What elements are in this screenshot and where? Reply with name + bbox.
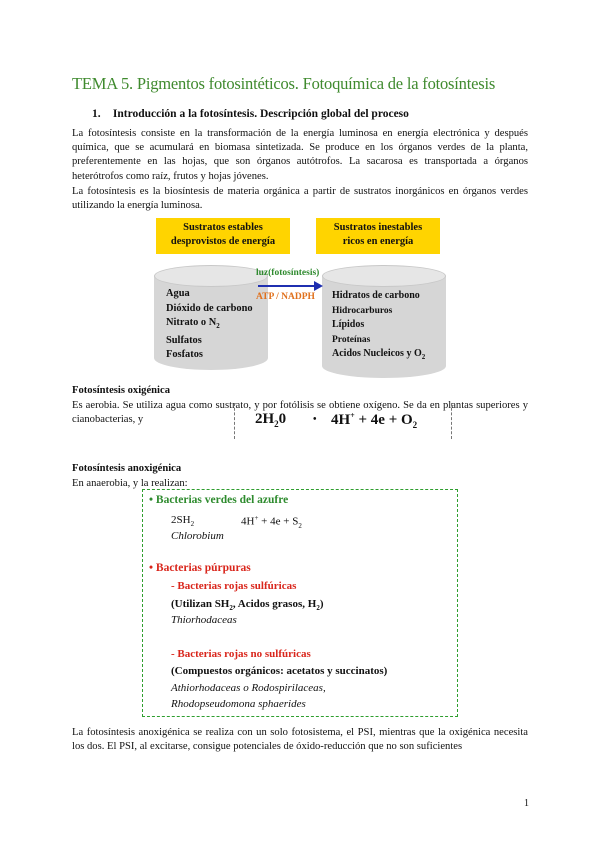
anoxygenic-bacteria-box — [142, 489, 458, 717]
stable-substrates-line2: desprovistos de energía — [170, 236, 276, 247]
document-title: TEMA 5. Pigmentos fotosintéticos. Fotoquímica de la fotosíntesis — [72, 74, 496, 93]
right-item: Hidratos de carbono — [332, 290, 420, 301]
anoxygenic-heading: Fotosíntesis anoxigénica — [72, 463, 182, 474]
green-sulfur-genus: Chlorobium — [171, 530, 224, 542]
left-item: Nitrato o $N_2$ — [166, 317, 220, 331]
stable-substrates-line1: Sustratos estables — [183, 222, 263, 233]
section-title: Introducción a la fotosíntesis. Descripción global del proceso — [112, 108, 409, 120]
light-label: luz(fotosíntesis) — [256, 268, 320, 278]
green-sulfur-bullet: • Bacterias verdes del azufre — [149, 494, 289, 506]
red-nonsulfur-family: Athiorhodaceas o Rodospirilaceas, — [171, 682, 326, 694]
right-item: Acidos Nucleicos y $O_2$ — [332, 348, 426, 361]
unstable-substrates-box — [316, 218, 440, 254]
oxygenic-eq-right: $4H^+ + 4e + O_2$ — [331, 411, 418, 430]
green-sulfur-eq-right: $4H^+ + 4e + S_2$ — [241, 514, 302, 530]
right-cylinder-top — [322, 265, 446, 287]
definition-paragraph: La fotosíntesis es la biosíntesis de materia orgánica a partir de sustratos inorgánicos en órganos verdes utilizando la energía luminosa. — [72, 186, 528, 212]
red-nonsulfur-species: Rhodopseudomona sphaerides — [171, 698, 306, 710]
left-item: Agua — [166, 288, 190, 299]
purple-bacteria-bullet: • Bacterias púrpuras — [149, 562, 251, 574]
oxygenic-heading: Fotosíntesis oxigénica — [72, 385, 170, 396]
reaction-arrow — [258, 285, 316, 287]
atp-nadph-label: ATP / NADPH — [256, 292, 315, 302]
unstable-substrates-line1: Sustratos inestables — [333, 222, 423, 233]
oxygenic-eq-arrow: • — [313, 414, 317, 425]
photosynthesis-diagram — [150, 218, 450, 378]
left-item: Fosfatos — [166, 349, 203, 361]
right-items — [332, 289, 425, 365]
oxygenic-text: Es aerobia. Se utiliza agua como sustrato, y por fotólisis se obtiene oxígeno. Se da en plantas superiores y cianobacterias, y — [72, 400, 528, 426]
red-sulfur-family: Thiorhodaceas — [171, 614, 237, 626]
left-item: Dióxido de carbono — [166, 302, 253, 314]
oxygenic-equation-box — [234, 403, 452, 439]
page-number: 1 — [524, 798, 529, 809]
intro-paragraph: La fotosíntesis consiste en la transformación de la energía luminosa en energía electrónica y después química, que se acumulará en biomasa sintetizada. Se produce en los órganos verdes de la planta, preferentemente en las hojas, que son órganos autótrofos. La sacarosa es transportada a órganos heterótrofos como raíz, frutos y hojas jóvenes. — [72, 128, 528, 182]
red-sulfur-substrates: (Utilizan $SH_2$, Acidos grasos, $H_2$) — [171, 598, 324, 613]
left-item: Sulfatos — [166, 334, 202, 346]
right-item: Lípidos — [332, 319, 365, 330]
unstable-substrates-line2: ricos en energía — [342, 236, 414, 247]
oxygenic-eq-left: $2H_20$ — [255, 411, 287, 429]
section-number: 1. — [92, 108, 101, 120]
green-sulfur-eq-left: $2SH_2$ — [171, 514, 195, 529]
right-item: Hidrocarburos — [332, 305, 393, 316]
anoxygenic-intro: En anaerobia, y la realizan: — [72, 478, 188, 489]
left-items — [166, 287, 253, 363]
red-nonsulfur-substrates: (Compuestos orgánicos: acetatos y succinatos) — [171, 665, 388, 677]
closing-paragraph: La fotosíntesis anoxigénica se realiza con un solo fotosistema, el PSI, mientras que la oxigénica necesita los dos. El PSI, al excitarse, consigue potenciales de óxido-reducción que no son suficientes — [72, 727, 528, 753]
left-cylinder-top — [154, 265, 268, 287]
right-item: Proteínas — [332, 334, 371, 345]
stable-substrates-box — [156, 218, 290, 254]
red-nonsulfur-heading: - Bacterias rojas no sulfúricas — [171, 648, 311, 660]
section-heading — [92, 108, 409, 120]
arrow-head-icon — [314, 281, 323, 291]
red-sulfur-heading: - Bacterias rojas sulfúricas — [171, 580, 297, 592]
